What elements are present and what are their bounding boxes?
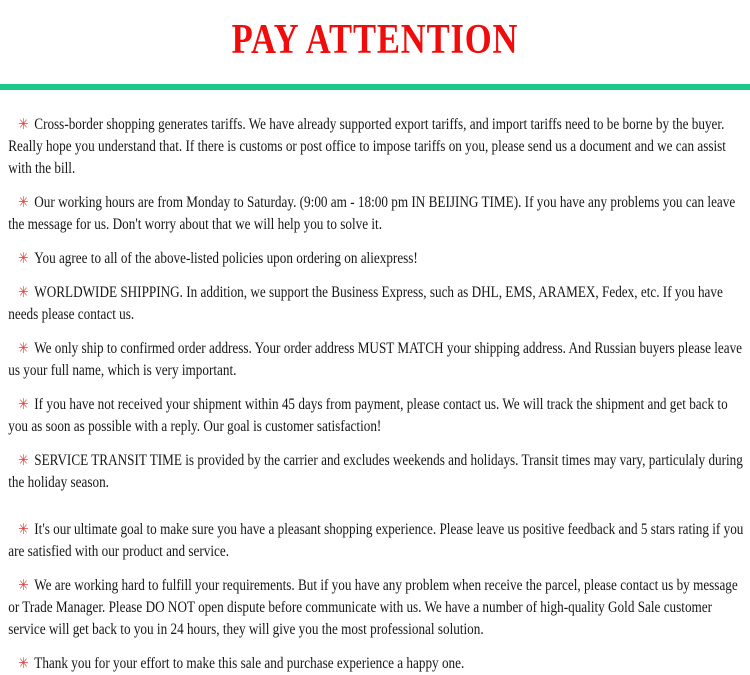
notice-paragraph <box>8 113 745 180</box>
asterisk-icon: ✳ <box>18 339 29 357</box>
asterisk-icon: ✳ <box>18 249 29 267</box>
asterisk-icon: ✳ <box>18 395 29 413</box>
notice-list <box>0 90 750 675</box>
page-title: PAY ATTENTION <box>231 17 519 63</box>
notice-text: SERVICE TRANSIT TIME is provided by the carrier and excludes weekends and holidays. Transit times may vary, particulaly during the holiday season. <box>8 452 743 491</box>
notice-text: Cross-border shopping generates tariffs. We have already supported export tariffs, and import tariffs need to be borne by the buyer. Really hope you understand that. If there is customs or post office to impose tariffs on you, please send us a document and we can assist with the bill. <box>8 116 726 177</box>
notice-paragraph <box>8 247 745 270</box>
asterisk-icon: ✳ <box>18 520 29 538</box>
notice-text: Thank you for your effort to make this sale and purchase experience a happy one. <box>34 655 465 672</box>
notice-text: We only ship to confirmed order address. Your order address MUST MATCH your shipping address. And Russian buyers please leave us your full name, which is very important. <box>8 340 743 379</box>
asterisk-icon: ✳ <box>18 654 29 672</box>
notice-paragraph <box>8 574 745 641</box>
notice-text: We are working hard to fulfill your requirements. But if you have any problem when receive the parcel, please contact us by message or Trade Manager. Please DO NOT open dispute before communicate with us. We have a number of high-quality Gold Sale customer service will get back to you in 24 hours, they will give you the most professional solution. <box>8 577 738 638</box>
asterisk-icon: ✳ <box>18 193 29 211</box>
asterisk-icon: ✳ <box>18 115 29 133</box>
notice-text: You agree to all of the above-listed policies upon ordering on aliexpress! <box>34 250 418 267</box>
notice-text: If you have not received your shipment within 45 days from payment, please contact us. We will track the shipment and get back to you as soon as possible with a reply. Our goal is customer satisfaction! <box>8 396 728 435</box>
asterisk-icon: ✳ <box>18 576 29 594</box>
notice-paragraph <box>8 281 745 326</box>
asterisk-icon: ✳ <box>18 283 29 301</box>
notice-paragraph <box>8 337 745 382</box>
notice-paragraph <box>8 652 745 675</box>
notice-text: Our working hours are from Monday to Saturday. (9:00 am - 18:00 pm IN BEIJING TIME). If you have any problems you can leave the message for us. Don't worry about that we will help you to solve it. <box>8 194 736 233</box>
notice-text: It's our ultimate goal to make sure you have a pleasant shopping experience. Please leave us positive feedback and 5 stars rating if you are satisfied with our product and service. <box>8 521 744 560</box>
notice-paragraph <box>8 518 745 563</box>
notice-text: WORLDWIDE SHIPPING. In addition, we support the Business Express, such as DHL, EMS, ARAMEX, Fedex, etc. If you have needs please contact us. <box>8 284 723 323</box>
notice-paragraph <box>8 393 745 438</box>
notice-paragraph <box>8 449 745 494</box>
asterisk-icon: ✳ <box>18 451 29 469</box>
notice-paragraph <box>8 191 745 236</box>
